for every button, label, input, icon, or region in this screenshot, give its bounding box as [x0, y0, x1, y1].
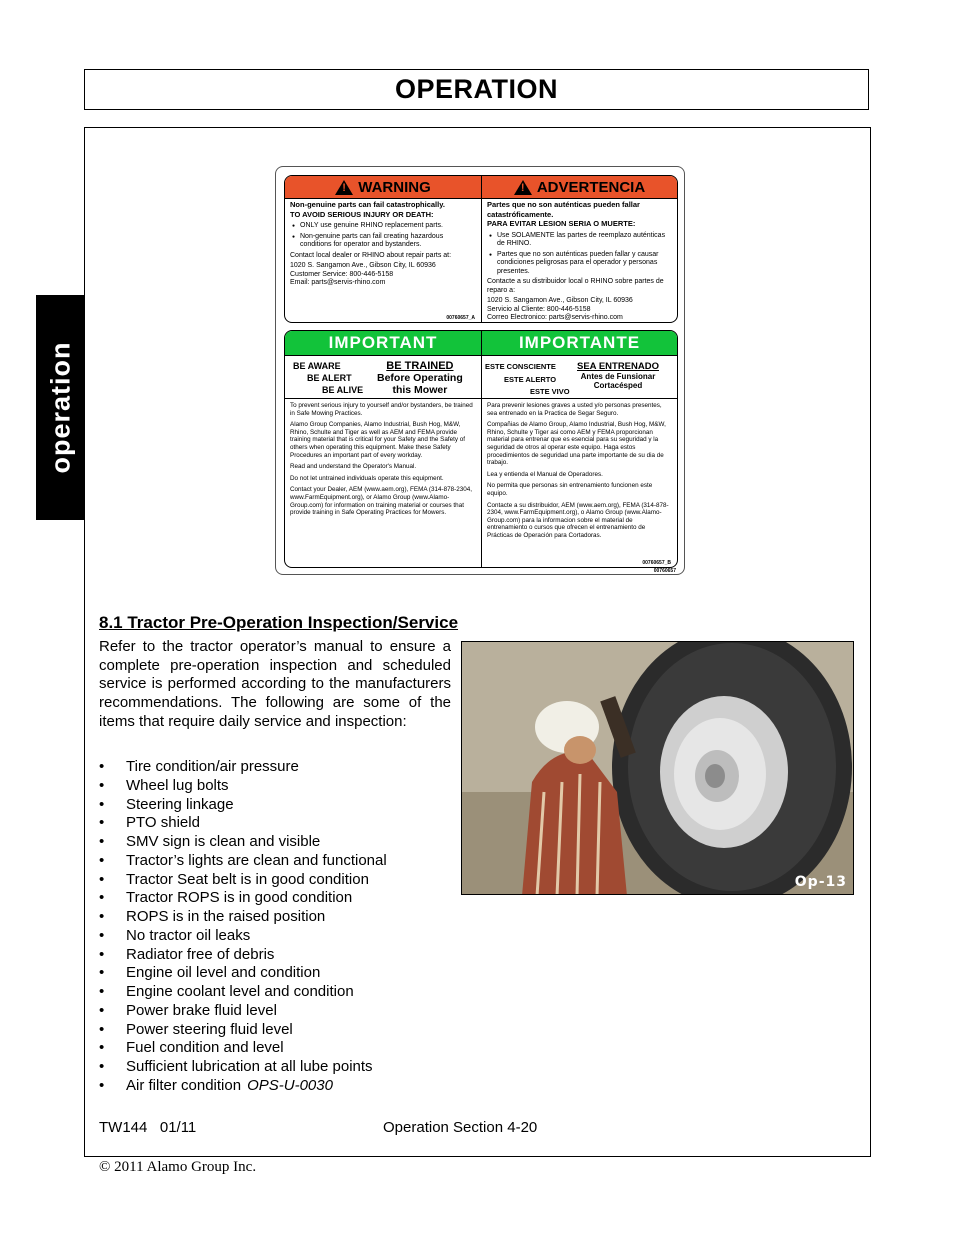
warning-english — [285, 176, 482, 322]
antes-label: Antes de Funsionar — [580, 372, 656, 381]
copyright-notice: © 2011 Alamo Group Inc. — [99, 1159, 257, 1175]
footer-doc-id-text: TW144 01/11 — [99, 1119, 197, 1136]
important-english — [285, 331, 482, 567]
important-paragraph: Do not let untrained individuals operate this equipment. — [290, 474, 444, 482]
list-item: • PTO shield — [99, 814, 387, 833]
intro-paragraph: Refer to the tractor operator’s manual to ensure a complete pre-operation inspection and scheduled service is performed according to the manufacturers recommendations. The following are some of the items that require daily service and inspection: — [99, 638, 451, 730]
warning-triangle-icon — [335, 180, 353, 195]
list-item: • Tractor ROPS is in good condition — [99, 889, 387, 908]
list-item: • Engine oil level and condition — [99, 964, 387, 983]
important-spanish — [482, 331, 677, 567]
warning-english-text — [285, 199, 481, 290]
importante-paragraph: Contacte a su distribuidor, AEM (www.aem.org), FEMA (314-878-2304, www.FarmEquipment.org), o Alamo Group (www.Alamo-Group.com) para la informacion sobre el material de entrenamiento o cursos que ofrecen el entrenamiento de Prácticas de Operación para Cortadoras. — [487, 501, 669, 539]
warning-address: 1020 S. Sangamon Ave., Gibson City, IL 60936 — [290, 262, 436, 269]
ops-code: OPS-U-0030 — [247, 1076, 333, 1094]
important-paragraph: Contact your Dealer, AEM (www.aem.org), FEMA (314-878-2304, www.FarmEquipment.org), or Alamo Group (www.Alamo-Group.com) for information on training material or courses that provide training in Safe Operating Practices for Mowers. — [290, 486, 472, 517]
advertencia-sub: PARA EVITAR LESION SERIA O MUERTE: — [487, 219, 636, 228]
footer-section-page: Operation Section 4-20 — [383, 1119, 538, 1136]
list-item: • Engine coolant level and condition — [99, 983, 387, 1002]
important-spanish-text — [482, 399, 677, 547]
before-operating-label: Before Operating — [377, 372, 463, 384]
list-item-last — [99, 1077, 387, 1096]
este-vivo-label: ESTE VIVO — [530, 387, 570, 396]
photo-label: Op-13 — [794, 874, 847, 890]
side-tab-label: operation — [45, 341, 76, 474]
importante-paragraph: Lea y entienda el Manual de Operadores. — [487, 470, 603, 478]
este-consciente-row — [482, 356, 677, 399]
list-item: • No tractor oil leaks — [99, 927, 387, 946]
advertencia-address: 1020 S. Sangamon Ave., Gibson City, IL 60936 — [487, 297, 633, 304]
importante-paragraph: Compañias de Alamo Group, Alamo Industrial, Bush Hog, M&W, Rhino, Schulte y Tiger asi como AEM y FEMA proporcionan material para entrenar que es esencial para su seguridad y la seguridad de otros al operar este equipo. Haga estos procedimientos de seguridad una parte importante de su dia de trabajo. — [487, 421, 666, 467]
warning-contact: Contact local dealer or RHINO about repair parts at: — [290, 251, 452, 259]
warning-lead: Non-genuine parts can fail catastrophically. — [290, 200, 445, 209]
important-part-number: 00760657_B — [642, 560, 671, 566]
advertencia-lead: Partes que no son auténticas pueden fallar catastróficamente. — [487, 200, 640, 219]
advertencia-header-label: ADVERTENCIA — [536, 178, 646, 196]
section-heading: 8.1 Tractor Pre-Operation Inspection/Service — [99, 613, 459, 632]
list-item: • Radiator free of debris — [99, 946, 387, 965]
warning-email: Email: parts@servis-rhino.com — [290, 279, 386, 286]
be-aware-label: BE AWARE — [293, 361, 341, 371]
importante-header: IMPORTANTE — [482, 331, 677, 356]
advertencia-email: Correo Electronico: parts@servis-rhino.com — [487, 314, 623, 321]
list-item: • Power steering fluid level — [99, 1021, 387, 1040]
important-panel — [284, 330, 678, 568]
list-item: • Tire condition/air pressure — [99, 758, 387, 777]
important-header: IMPORTANT — [285, 331, 481, 356]
page-title: OPERATION — [394, 74, 558, 104]
sea-entrenado-block — [577, 361, 659, 390]
sea-entrenado-label: SEA ENTRENADO — [577, 361, 659, 372]
side-section-tab — [36, 295, 85, 520]
list-item: • Wheel lug bolts — [99, 777, 387, 796]
advertencia-header — [482, 176, 677, 199]
advertencia-contact: Contacte a su distribuidor local o RHINO sobre partes de reparo a: — [487, 278, 664, 294]
warning-spanish-text — [482, 199, 677, 323]
importante-paragraph: Para prevenir lesiones graves a usted y/o personas presentes, sea entrenado en la Practica de Segar Seguro. — [487, 402, 662, 417]
warning-bullet: ● ONLY use genuine RHINO replacement parts. — [290, 222, 476, 231]
list-item-text: Air filter condition — [126, 1076, 242, 1094]
tire-inspection-illustration — [462, 642, 854, 895]
warning-sub: TO AVOID SERIOUS INJURY OR DEATH: — [290, 209, 434, 219]
warning-triangle-icon — [514, 180, 532, 195]
warning-spanish — [482, 176, 677, 322]
advertencia-phone: Servicio al Cliente: 800-446-5158 — [487, 305, 591, 313]
be-alive-label: BE ALIVE — [322, 385, 364, 395]
important-paragraph: Alamo Group Companies, Alamo Industrial, Bush Hog, M&W, Rhino, Schulte and Tiger as well as AEM and FEMA provide training material that is critical for your Safety and the Safety of others when operating this equipment. Make these Safety Procedures an important part of every workday. — [290, 421, 465, 459]
important-english-text — [285, 399, 481, 524]
warning-bullet: ● Non-genuine parts can fail creating hazardous conditions for operator and bystanders. — [290, 233, 476, 250]
warning-part-number: 00760657_A — [446, 315, 475, 321]
warning-phone: Customer Service: 800-446-5158 — [290, 270, 394, 278]
be-trained-label: BE TRAINED — [386, 360, 454, 372]
cortacesped-label: Cortacésped — [593, 381, 643, 390]
important-paragraph: To prevent serious injury to yourself and/or bystanders, be trained in Safe Mowing Practices. — [290, 402, 473, 417]
warning-header-label: WARNING — [358, 178, 431, 196]
this-mower-label: this Mower — [392, 384, 448, 396]
list-item: • Steering linkage — [99, 796, 387, 815]
advertencia-bullet: ● Use SOLAMENTE las partes de reemplazo auténticas de RHINO. — [487, 232, 672, 249]
be-alert-label: BE ALERT — [307, 373, 352, 383]
warning-header — [285, 176, 481, 199]
list-item: • Tractor Seat belt is in good condition — [99, 871, 387, 890]
este-alerto-label: ESTE ALERTO — [504, 375, 557, 384]
footer-doc-id — [99, 1119, 196, 1136]
safety-decal — [275, 166, 685, 575]
page-header — [84, 69, 869, 110]
be-trained-block — [377, 360, 463, 396]
importante-paragraph: No permita que personas sin entrenamiento funcionen este equipo. — [487, 482, 653, 497]
list-item: • Fuel condition and level — [99, 1039, 387, 1058]
list-item: • Sufficient lubrication at all lube points — [99, 1058, 387, 1077]
list-item: • ROPS is in the raised position — [99, 908, 387, 927]
list-item: • SMV sign is clean and visible — [99, 833, 387, 852]
list-item: • Power brake fluid level — [99, 1002, 387, 1021]
important-paragraph: Read and understand the Operator's Manual. — [290, 463, 417, 471]
decal-part-number: 00760657 — [653, 568, 676, 574]
be-aware-row — [285, 356, 481, 399]
advertencia-bullet: ● Partes que no son auténticas pueden fallar y causar condiciones peligrosas para el operador y personas presentes. — [487, 251, 672, 277]
tire-inspection-photo — [461, 641, 854, 895]
este-consciente-label: ESTE CONSCIENTE — [485, 362, 556, 371]
warning-panel — [284, 175, 678, 323]
list-item: • Tractor’s lights are clean and functional — [99, 852, 387, 871]
inspection-list — [99, 758, 387, 1096]
